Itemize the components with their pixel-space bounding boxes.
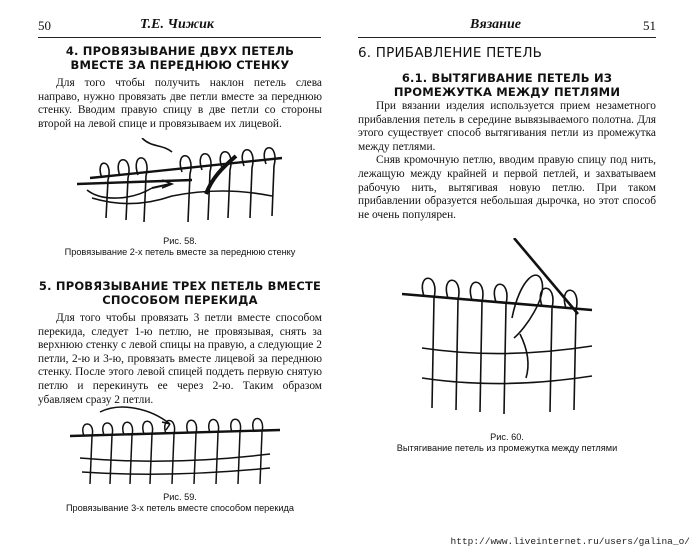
section-5-heading bbox=[38, 279, 322, 307]
running-head-left bbox=[38, 14, 321, 38]
figure-59-label: Рис. 59. bbox=[163, 492, 197, 502]
right-page bbox=[350, 0, 700, 551]
section-6-1-subheading-line2: ПРОМЕЖУТКА МЕЖДУ ПЕТЛЯМИ bbox=[393, 85, 621, 99]
figure-58-label: Рис. 58. bbox=[163, 236, 197, 246]
section-5-heading-line1: 5. ПРОВЯЗЫВАНИЕ ТРЕХ ПЕТЕЛЬ ВМЕСТЕ bbox=[38, 279, 322, 293]
section-4-heading-line1: 4. ПРОВЯЗЫВАНИЕ ДВУХ ПЕТЕЛЬ bbox=[65, 44, 295, 58]
section-4-heading-line2: ВМЕСТЕ ЗА ПЕРЕДНЮЮ СТЕНКУ bbox=[70, 58, 290, 72]
section-6-heading: 6. ПРИБАВЛЕНИЕ ПЕТЕЛЬ bbox=[358, 45, 543, 61]
running-head-right bbox=[358, 14, 656, 38]
figure-58-caption-text: Провязывание 2-х петель вместе за переднюю стенку bbox=[64, 247, 296, 257]
figure-58-caption bbox=[38, 236, 322, 258]
section-4-heading bbox=[38, 44, 322, 72]
figure-59-illustration bbox=[70, 404, 284, 490]
section-6-paragraph-2: Сняв кромочную петлю, вводим правую спицу под нить, лежащую между крайней и первой петлей, и захватываем рабочую нить, вытягивая новую петлю. При таком прибавлении образуется небольшая дырочка, но этот способ не очень популярен. bbox=[358, 154, 656, 221]
section-5-text bbox=[38, 312, 322, 407]
figure-60-caption-text: Вытягивание петель из промежутка между петлями bbox=[396, 443, 618, 453]
section-6-paragraph-1: При вязании изделия используется прием незаметного прибавления петель в середине вывязываемого полотна. Для этого существует способ вытягивания петли из промежутка между петлями. bbox=[358, 100, 656, 153]
page-number-left: 50 bbox=[38, 18, 51, 33]
figure-59-caption-text: Провязывание 3-х петель вместе способом перекида bbox=[65, 503, 295, 513]
running-head-author: Т.Е. Чижик bbox=[140, 17, 214, 32]
figure-59-caption bbox=[38, 492, 322, 514]
figure-60-label: Рис. 60. bbox=[490, 432, 524, 442]
figure-58-illustration bbox=[72, 138, 292, 230]
section-5-heading-line2: СПОСОБОМ ПЕРЕКИДА bbox=[102, 293, 258, 307]
page-number-right: 51 bbox=[643, 18, 656, 33]
section-4-text bbox=[38, 77, 322, 131]
figure-60-illustration bbox=[402, 238, 602, 426]
section-5-paragraph: Для того чтобы провязать 3 петли вместе способом перекида, следует 1-ю петлю, не провязывая, снять за верхнюю стенку с левой спицы на правую, а следующие 2 петли, 2-ю и 3-ю, провязать вместе лицевой за переднюю стенку. После этого левой спицей поддеть первую снятую петлю и перекинуть ее через 2-ю. Таким образом убавляем сразу 2 петли. bbox=[38, 312, 322, 406]
figure-60-caption bbox=[358, 432, 656, 454]
source-watermark: http://www.liveinternet.ru/users/galina_o/ bbox=[450, 536, 690, 547]
left-page bbox=[0, 0, 345, 551]
section-4-paragraph: Для того чтобы получить наклон петель слева направо, нужно провязать две петли вместе за переднюю стенку. Вводим правую спицу в две петли со стороны второй на левой спице и провязываем их лицевой. bbox=[38, 77, 322, 130]
section-6-1-subheading-line1: 6.1. ВЫТЯГИВАНИЕ ПЕТЕЛЬ ИЗ bbox=[401, 71, 613, 85]
section-6-1-subheading bbox=[358, 71, 656, 99]
running-head-book: Вязание bbox=[470, 17, 521, 32]
section-6-text bbox=[358, 100, 656, 222]
